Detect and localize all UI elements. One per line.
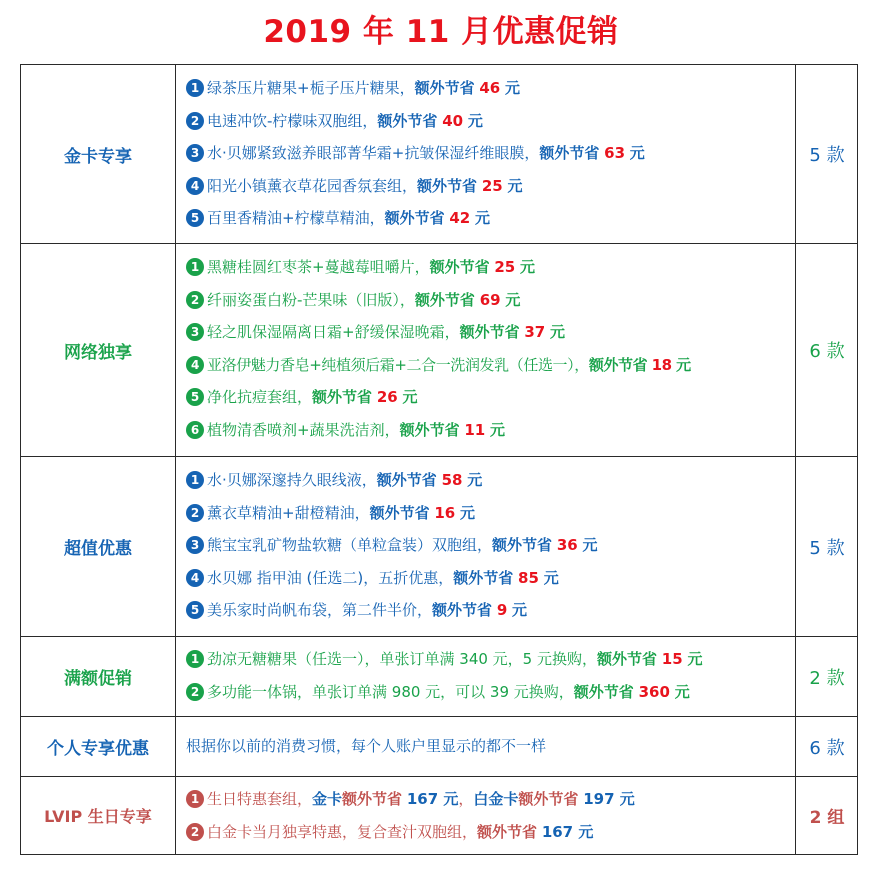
- list-item: 3 熊宝宝乳矿物盐软糖（单粒盒装）双胞组，额外节省 36 元: [186, 533, 795, 566]
- list-item: 5 美乐家时尚帆布袋，第二件半价，额外节省 9 元: [186, 598, 795, 631]
- number-badge: 1: [186, 258, 204, 276]
- number-badge: 4: [186, 569, 204, 587]
- number-badge: 2: [186, 504, 204, 522]
- number-badge: 1: [186, 650, 204, 668]
- list-item: 1 劲凉无糖糖果（任选一），单张订单满 340 元，5 元换购，额外节省 15 元: [186, 647, 795, 680]
- number-badge: 1: [186, 471, 204, 489]
- list-item: 2 薰衣草精油+甜橙精油，额外节省 16 元: [186, 501, 795, 534]
- list-item: 5 百里香精油+柠檬草精油，额外节省 42 元: [186, 206, 795, 239]
- item-list: [176, 717, 796, 776]
- item-list: [176, 777, 796, 854]
- number-badge: 3: [186, 536, 204, 554]
- number-badge: 1: [186, 790, 204, 808]
- category-label: 满额促销: [21, 637, 176, 716]
- category-label: 超值优惠: [21, 457, 176, 636]
- list-item: 1 生日特惠套组，金卡额外节省 167 元，白金卡额外节省 197 元: [186, 787, 795, 820]
- list-item: 2 白金卡当月独享特惠，复合查汁双胞组，额外节省 167 元: [186, 820, 795, 853]
- list-item: 6 植物清香喷剂+蔬果洗洁剂，额外节省 11 元: [186, 418, 795, 451]
- number-badge: 2: [186, 683, 204, 701]
- item-list: [176, 637, 796, 716]
- category-label: 金卡专享: [21, 65, 176, 243]
- promo-table: [20, 64, 858, 855]
- number-badge: 1: [186, 79, 204, 97]
- item-list: [176, 65, 796, 243]
- category-label: 网络独享: [21, 244, 176, 456]
- list-item: 3 轻之肌保湿隔离日霜+舒缓保湿晚霜，额外节省 37 元: [186, 320, 795, 353]
- number-badge: 6: [186, 421, 204, 439]
- list-item: 1 黑糖桂圆红枣茶+蔓越莓咀嚼片，额外节省 25 元: [186, 255, 795, 288]
- item-list: [176, 457, 796, 636]
- list-item: 3 水·贝娜紧致滋养眼部菁华霜+抗皱保湿纤维眼膜，额外节省 63 元: [186, 141, 795, 174]
- list-item: 1 绿茶压片糖果+栀子压片糖果，额外节省 46 元: [186, 76, 795, 109]
- item-count: 2 款: [809, 667, 845, 689]
- item-count: 6 款: [809, 341, 845, 362]
- item-count: 6 款: [809, 737, 845, 759]
- number-badge: 5: [186, 388, 204, 406]
- row-full-amount-promo: [20, 637, 858, 717]
- item-list: [176, 244, 796, 456]
- list-item: 2 多功能一体锅，单张订单满 980 元，可以 39 元换购，额外节省 360 元: [186, 680, 795, 713]
- number-badge: 2: [186, 823, 204, 841]
- list-item: 2 电速冲饮-柠檬味双胞组，额外节省 40 元: [186, 109, 795, 142]
- list-item: 4 亚洛伊魅力香皂+纯植须后霜+二合一洗润发乳（任选一），额外节省 18 元: [186, 353, 795, 386]
- row-personal-offer: [20, 717, 858, 777]
- personal-offer-text: 根据你以前的消费习惯，每个人账户里显示的都不一样: [186, 737, 547, 755]
- category-label: 个人专享优惠: [21, 717, 176, 776]
- number-badge: 2: [186, 112, 204, 130]
- number-badge: 5: [186, 209, 204, 227]
- list-item: 4 阳光小镇薰衣草花园香氛套组，额外节省 25 元: [186, 174, 795, 207]
- number-badge: 4: [186, 177, 204, 195]
- number-badge: 3: [186, 323, 204, 341]
- page-title: 2019 年 11 月优惠促销: [263, 14, 619, 50]
- number-badge: 3: [186, 144, 204, 162]
- item-count: 5 款: [809, 537, 845, 559]
- list-item: 2 纤丽姿蛋白粉-芒果味（旧版），额外节省 69 元: [186, 288, 795, 321]
- number-badge: 4: [186, 356, 204, 374]
- item-count: 5 款: [809, 145, 845, 166]
- row-gold-card: [20, 64, 858, 244]
- row-lvip-birthday: [20, 777, 858, 855]
- row-super-value: [20, 457, 858, 637]
- number-badge: 2: [186, 291, 204, 309]
- list-item: 5 净化抗痘套组，额外节省 26 元: [186, 385, 795, 418]
- list-item: 4 水贝娜 指甲油 (任选二)，五折优惠，额外节省 85 元: [186, 566, 795, 599]
- item-count: 2 组: [809, 808, 845, 828]
- list-item: 1 水·贝娜深邃持久眼线液，额外节省 58 元: [186, 468, 795, 501]
- number-badge: 5: [186, 601, 204, 619]
- row-online-exclusive: [20, 244, 858, 457]
- category-label: LVIP 生日专享: [21, 777, 176, 854]
